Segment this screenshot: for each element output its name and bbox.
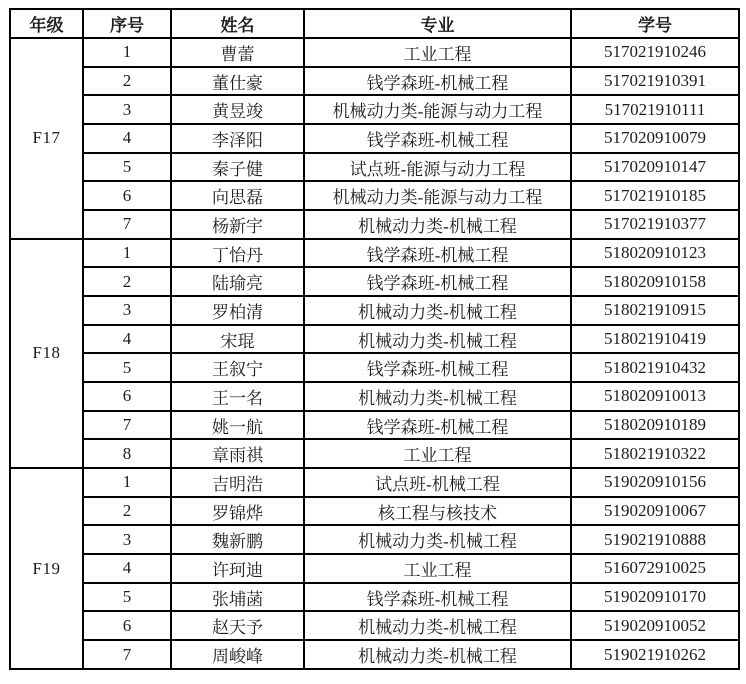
student-id-cell: 518021910915 [571, 296, 739, 325]
row-number-cell: 6 [83, 181, 171, 210]
major-cell: 核工程与核技术 [304, 497, 571, 526]
roster-body [10, 38, 739, 669]
grade-cell: F18 [10, 239, 83, 468]
table-row [10, 153, 739, 182]
row-number-cell: 5 [83, 583, 171, 612]
major-cell: 机械动力类-机械工程 [304, 325, 571, 354]
table-row [10, 640, 739, 669]
student-id-cell: 518020910189 [571, 411, 739, 440]
table-row [10, 38, 739, 67]
table-row [10, 325, 739, 354]
row-number-cell: 6 [83, 382, 171, 411]
table-row [10, 239, 739, 268]
student-id-cell: 517021910111 [571, 95, 739, 124]
name-cell: 向思磊 [171, 181, 304, 210]
row-number-cell: 4 [83, 325, 171, 354]
major-cell: 钱学森班-机械工程 [304, 267, 571, 296]
table-row [10, 439, 739, 468]
name-cell: 魏新鹏 [171, 525, 304, 554]
student-id-cell: 518021910322 [571, 439, 739, 468]
row-number-cell: 5 [83, 353, 171, 382]
row-number-cell: 1 [83, 468, 171, 497]
table-row [10, 95, 739, 124]
table-row [10, 468, 739, 497]
name-cell: 王叙宁 [171, 353, 304, 382]
header-row [10, 9, 739, 38]
student-id-cell: 517020910147 [571, 153, 739, 182]
student-id-cell: 518020910123 [571, 239, 739, 268]
student-id-cell: 519020910170 [571, 583, 739, 612]
table-row [10, 181, 739, 210]
row-number-cell: 1 [83, 239, 171, 268]
row-number-cell: 7 [83, 411, 171, 440]
row-number-cell: 4 [83, 124, 171, 153]
row-number-cell: 1 [83, 38, 171, 67]
student-id-cell: 518021910432 [571, 353, 739, 382]
name-cell: 赵天予 [171, 611, 304, 640]
major-cell: 机械动力类-机械工程 [304, 525, 571, 554]
major-cell: 机械动力类-机械工程 [304, 640, 571, 669]
major-cell: 工业工程 [304, 439, 571, 468]
row-number-cell: 2 [83, 497, 171, 526]
major-cell: 工业工程 [304, 554, 571, 583]
table-row [10, 583, 739, 612]
student-id-cell: 517021910391 [571, 67, 739, 96]
table-row [10, 382, 739, 411]
row-number-cell: 7 [83, 640, 171, 669]
row-number-cell: 7 [83, 210, 171, 239]
student-id-cell: 517021910377 [571, 210, 739, 239]
table-row [10, 67, 739, 96]
name-cell: 丁怡丹 [171, 239, 304, 268]
table-row [10, 411, 739, 440]
column-header-student-id: 学号 [571, 9, 739, 38]
column-header-number: 序号 [83, 9, 171, 38]
name-cell: 吉明浩 [171, 468, 304, 497]
major-cell: 钱学森班-机械工程 [304, 353, 571, 382]
name-cell: 张埔菡 [171, 583, 304, 612]
name-cell: 许珂迪 [171, 554, 304, 583]
name-cell: 陆瑜亮 [171, 267, 304, 296]
name-cell: 董仕豪 [171, 67, 304, 96]
student-id-cell: 519020910052 [571, 611, 739, 640]
student-id-cell: 518020910013 [571, 382, 739, 411]
student-id-cell: 519021910888 [571, 525, 739, 554]
row-number-cell: 5 [83, 153, 171, 182]
major-cell: 试点班-能源与动力工程 [304, 153, 571, 182]
grade-cell: F19 [10, 468, 83, 669]
student-id-cell: 519021910262 [571, 640, 739, 669]
table-row [10, 296, 739, 325]
name-cell: 章雨祺 [171, 439, 304, 468]
column-header-grade: 年级 [10, 9, 83, 38]
row-number-cell: 3 [83, 95, 171, 124]
major-cell: 机械动力类-机械工程 [304, 210, 571, 239]
column-header-name: 姓名 [171, 9, 304, 38]
major-cell: 机械动力类-能源与动力工程 [304, 181, 571, 210]
student-id-cell: 517021910246 [571, 38, 739, 67]
table-row [10, 210, 739, 239]
name-cell: 罗柏清 [171, 296, 304, 325]
student-id-cell: 519020910156 [571, 468, 739, 497]
major-cell: 钱学森班-机械工程 [304, 124, 571, 153]
student-id-cell: 516072910025 [571, 554, 739, 583]
major-cell: 机械动力类-机械工程 [304, 296, 571, 325]
table-row [10, 525, 739, 554]
table-row [10, 611, 739, 640]
grade-cell: F17 [10, 38, 83, 239]
student-id-cell: 517020910079 [571, 124, 739, 153]
student-id-cell: 517021910185 [571, 181, 739, 210]
name-cell: 姚一航 [171, 411, 304, 440]
student-id-cell: 519020910067 [571, 497, 739, 526]
student-roster-table [9, 8, 740, 670]
name-cell: 曹蕾 [171, 38, 304, 67]
name-cell: 宋琨 [171, 325, 304, 354]
major-cell: 机械动力类-机械工程 [304, 382, 571, 411]
row-number-cell: 3 [83, 525, 171, 554]
table-row [10, 124, 739, 153]
major-cell: 工业工程 [304, 38, 571, 67]
name-cell: 王一名 [171, 382, 304, 411]
row-number-cell: 2 [83, 67, 171, 96]
row-number-cell: 4 [83, 554, 171, 583]
row-number-cell: 3 [83, 296, 171, 325]
name-cell: 李泽阳 [171, 124, 304, 153]
major-cell: 机械动力类-机械工程 [304, 611, 571, 640]
table-row [10, 353, 739, 382]
student-id-cell: 518020910158 [571, 267, 739, 296]
name-cell: 周峻峰 [171, 640, 304, 669]
name-cell: 罗锦烨 [171, 497, 304, 526]
column-header-major: 专业 [304, 9, 571, 38]
major-cell: 钱学森班-机械工程 [304, 67, 571, 96]
table-row [10, 554, 739, 583]
table-row [10, 497, 739, 526]
major-cell: 钱学森班-机械工程 [304, 239, 571, 268]
major-cell: 钱学森班-机械工程 [304, 411, 571, 440]
name-cell: 黄昱竣 [171, 95, 304, 124]
row-number-cell: 6 [83, 611, 171, 640]
name-cell: 杨新宇 [171, 210, 304, 239]
roster-header [10, 9, 739, 38]
name-cell: 秦子健 [171, 153, 304, 182]
row-number-cell: 8 [83, 439, 171, 468]
row-number-cell: 2 [83, 267, 171, 296]
major-cell: 机械动力类-能源与动力工程 [304, 95, 571, 124]
student-id-cell: 518021910419 [571, 325, 739, 354]
table-row [10, 267, 739, 296]
major-cell: 钱学森班-机械工程 [304, 583, 571, 612]
major-cell: 试点班-机械工程 [304, 468, 571, 497]
